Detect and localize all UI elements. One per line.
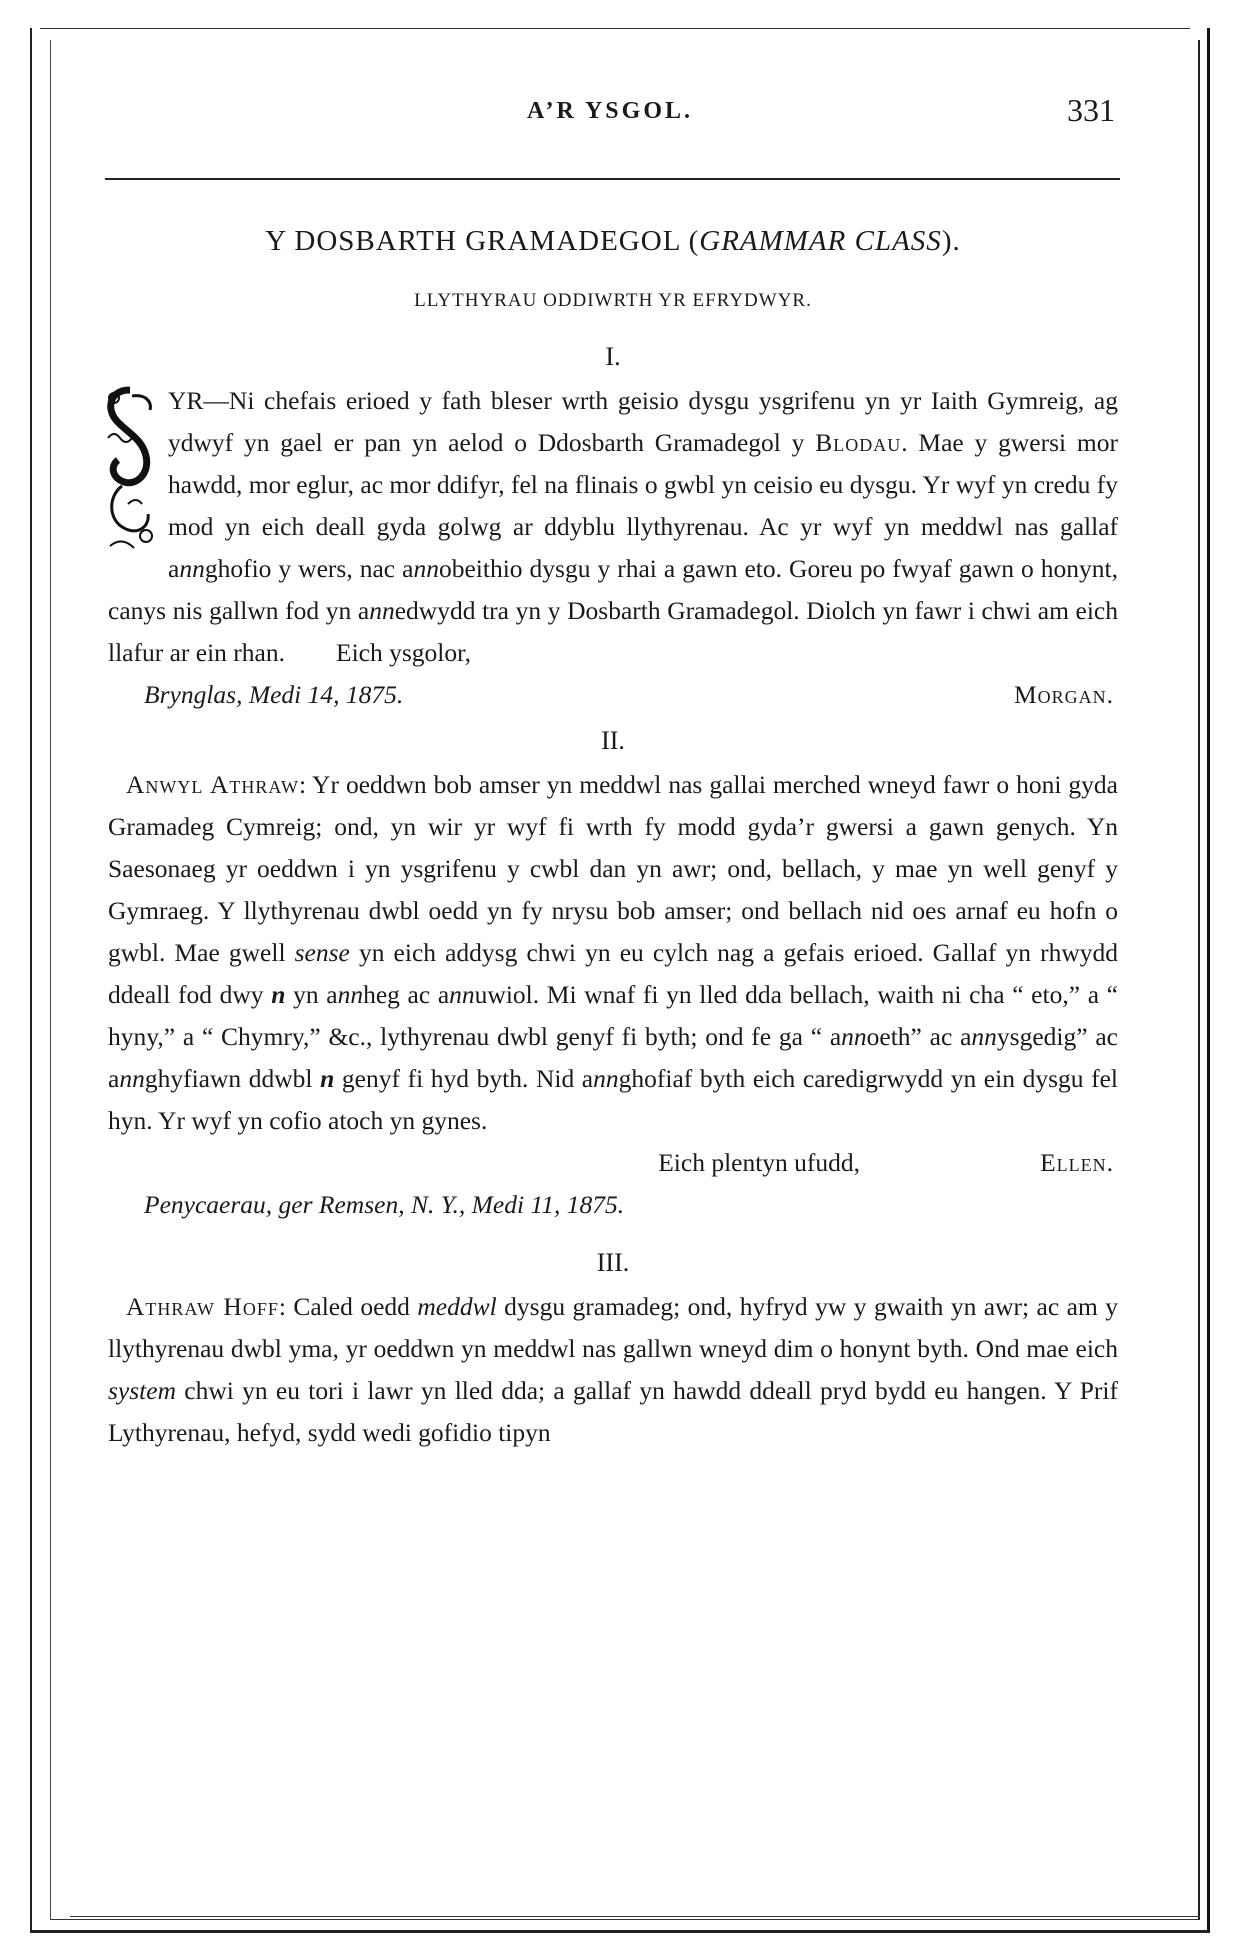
page-body: [108, 225, 1118, 1454]
section-title-main: Y DOSBARTH GRAMADEGOL (: [265, 225, 700, 257]
letter-closing: Eich ysgolor,: [336, 638, 471, 667]
letter-two-text: Anwyl Athraw: Yr oeddwn bob amser yn meddwl nas gallai merched wneyd fawr o honi gyda Gramadeg Cymreig; ond, yn wir yr wyf fi wrth fy modd gyda’r gwersi a gawn genych. Yn Saesonaeg yr oeddwn i yn ysgrifenu y cwbl dan yn awr; ond, bellach, y mae yn well genyf y Gymraeg. Y llythyrenau dwbl oedd yn fy nrysu bob amser; ond bellach nid oes arnaf eu hofn o gwbl. Mae gwell sense yn eich addysg chwi yn eu cylch nag a gefais erioed. Gallaf yn rhwydd ddeall fod dwy n yn annheg ac annuwiol. Mi wnaf fi yn lled dda bellach, waith ni cha “ eto,” a “ hyny,” a “ Chymry,” &c., lythyrenau dwbl genyf fi byth; ond fe ga “ annoeth” ac annysgedig” ac annghyfiawn ddwbl n genyf fi hyd byth. Nid annghofiaf byth eich caredigrwydd yn ein dysgu fel hyn. Yr wyf yn cofio atoch yn gynes.: [108, 770, 1118, 1135]
letter-salutation: Athraw Hoff: [126, 1292, 279, 1321]
header-rule: [105, 178, 1120, 180]
section-title-end: ).: [941, 225, 961, 257]
letter-three-text: Athraw Hoff: Caled oedd meddwl dysgu gramadeg; ond, hyfryd yw y gwaith yn awr; ac am y llythyrenau dwbl yma, yr oeddwn yn meddwl nas gallwn wneyd dim o honynt byth. Ond mae eich system chwi yn eu tori i lawr yn lled dda; a gallaf yn hawdd ddeall pryd bydd eu hangen. Y Prif Lythyrenau, hefyd, sydd wedi gofidio tipyn: [108, 1292, 1118, 1447]
letter-two-closing: [108, 1142, 1118, 1184]
letter-place-date: Penycaerau, ger Remsen, N. Y., Medi 11, 1875.: [144, 1190, 625, 1219]
ornamental-dropcap-s: [102, 386, 158, 554]
section-title-english: GRAMMAR CLASS: [699, 225, 942, 257]
letter-numeral: II.: [601, 726, 625, 755]
running-head: [105, 92, 1115, 132]
letter-two-place: [108, 1184, 1118, 1226]
letter-one: [108, 380, 1118, 674]
letter-numeral: I.: [605, 342, 621, 371]
letter-closing: Eich plentyn ufudd,: [658, 1148, 861, 1177]
section-title: [108, 225, 1118, 258]
letter-one-text: YR—Ni chefais erioed y fath bleser wrth geisio dysgu ysgrifenu yn yr Iaith Gymreig, ag ydwyf yn gael er pan yn aelod o Ddosbarth Gramadegol y Blodau. Mae y gwersi mor hawdd, mor eglur, ac mor ddifyr, fel na flinais o gwbl yn ceisio eu dysgu. Yr wyf yn credu fy mod yn eich deall gyda golwg ar ddyblu llythyrenau. Ac yr wyf yn meddwl nas gallaf annghofio y wers, nac annobeithio dysgu y rhai a gawn eto. Goreu po fwyaf gawn o honynt, canys nis gallwn fod yn annedwydd tra yn y Dosbarth Gramadegol. Diolch yn fawr i chwi am eich llafur ar ein rhan. Eich ysgolor,: [108, 386, 1119, 667]
letter-one-signature: [108, 674, 1118, 716]
letter-signer: Ellen.: [1040, 1148, 1114, 1177]
running-head-title: A’R YSGOL.: [526, 98, 693, 124]
letter-salutation: Anwyl Athraw: [126, 770, 299, 799]
letter-place-date: Brynglas, Medi 14, 1875.: [144, 680, 404, 709]
letter-signer: Morgan.: [1013, 680, 1114, 709]
page-border-bottom: [70, 1916, 1200, 1917]
letter-numeral: III.: [596, 1248, 630, 1277]
page-number: 331: [1067, 92, 1115, 128]
section-subtitle: LLYTHYRAU ODDIWRTH YR EFRYDWYR.: [414, 290, 812, 311]
